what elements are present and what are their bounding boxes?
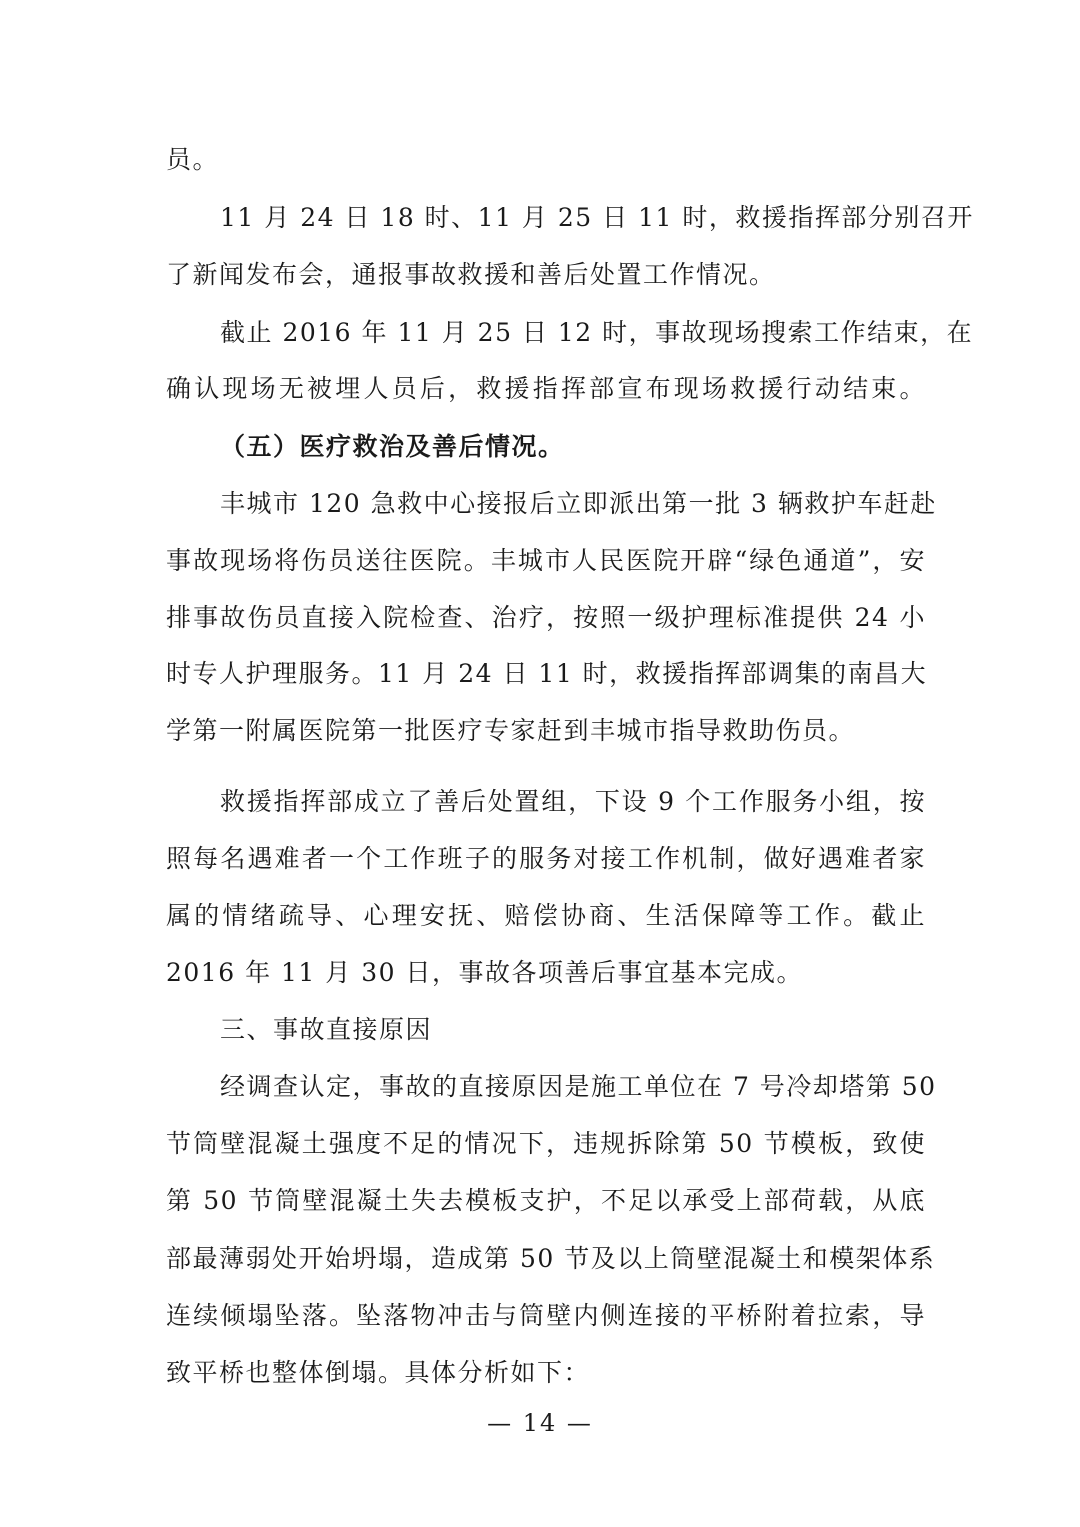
text-line: 2016 年 11 月 30 日，事故各项善后事宜基本完成。 [166, 958, 803, 987]
text-line: 了新闻发布会，通报事故救援和善后处置工作情况。 [166, 260, 776, 289]
text-line: 连续倾塌坠落。坠落物冲击与筒壁内侧连接的平桥附着拉索，导 [166, 1301, 926, 1330]
text-line: 丰城市 120 急救中心接报后立即派出第一批 3 辆救护车赶赴 [220, 489, 937, 518]
text-line: 属的情绪疏导、心理安抚、赔偿协商、生活保障等工作。截止 [166, 901, 926, 930]
text-line: 致平桥也整体倒塌。具体分析如下： [166, 1358, 591, 1387]
text-line: 时专人护理服务。11 月 24 日 11 时，救援指挥部调集的南昌大 [166, 659, 928, 688]
text-line: 员。 [166, 145, 220, 174]
text-line: 11 月 24 日 18 时、11 月 25 日 11 时，救援指挥部分别召开 [220, 203, 974, 232]
text-line: 排事故伤员直接入院检查、治疗，按照一级护理标准提供 24 小 [166, 603, 926, 632]
text-line: 事故现场将伤员送往医院。丰城市人民医院开辟“绿色通道”，安 [166, 546, 926, 575]
section-heading: （五）医疗救治及善后情况。 [220, 432, 565, 461]
text-line: 节筒壁混凝土强度不足的情况下，违规拆除第 50 节模板，致使 [166, 1129, 926, 1158]
text-line: 救援指挥部成立了善后处置组，下设 9 个工作服务小组，按 [220, 787, 926, 816]
text-line: 照每名遇难者一个工作班子的服务对接工作机制，做好遇难者家 [166, 844, 926, 873]
text-line: 学第一附属医院第一批医疗专家赶到丰城市指导救助伤员。 [166, 716, 856, 745]
text-line: 第 50 节筒壁混凝土失去模板支护，不足以承受上部荷载，从底 [166, 1186, 926, 1215]
text-line: 确认现场无被埋人员后，救援指挥部宣布现场救援行动结束。 [166, 374, 926, 403]
section-heading: 三、事故直接原因 [220, 1015, 433, 1044]
text-line: 截止 2016 年 11 月 25 日 12 时，事故现场搜索工作结束，在 [220, 318, 974, 347]
text-line: 部最薄弱处开始坍塌，造成第 50 节及以上筒壁混凝土和模架体系 [166, 1244, 936, 1273]
text-line: 经调查认定，事故的直接原因是施工单位在 7 号冷却塔第 50 [220, 1072, 937, 1101]
page-number: — 14 — [487, 1409, 593, 1437]
